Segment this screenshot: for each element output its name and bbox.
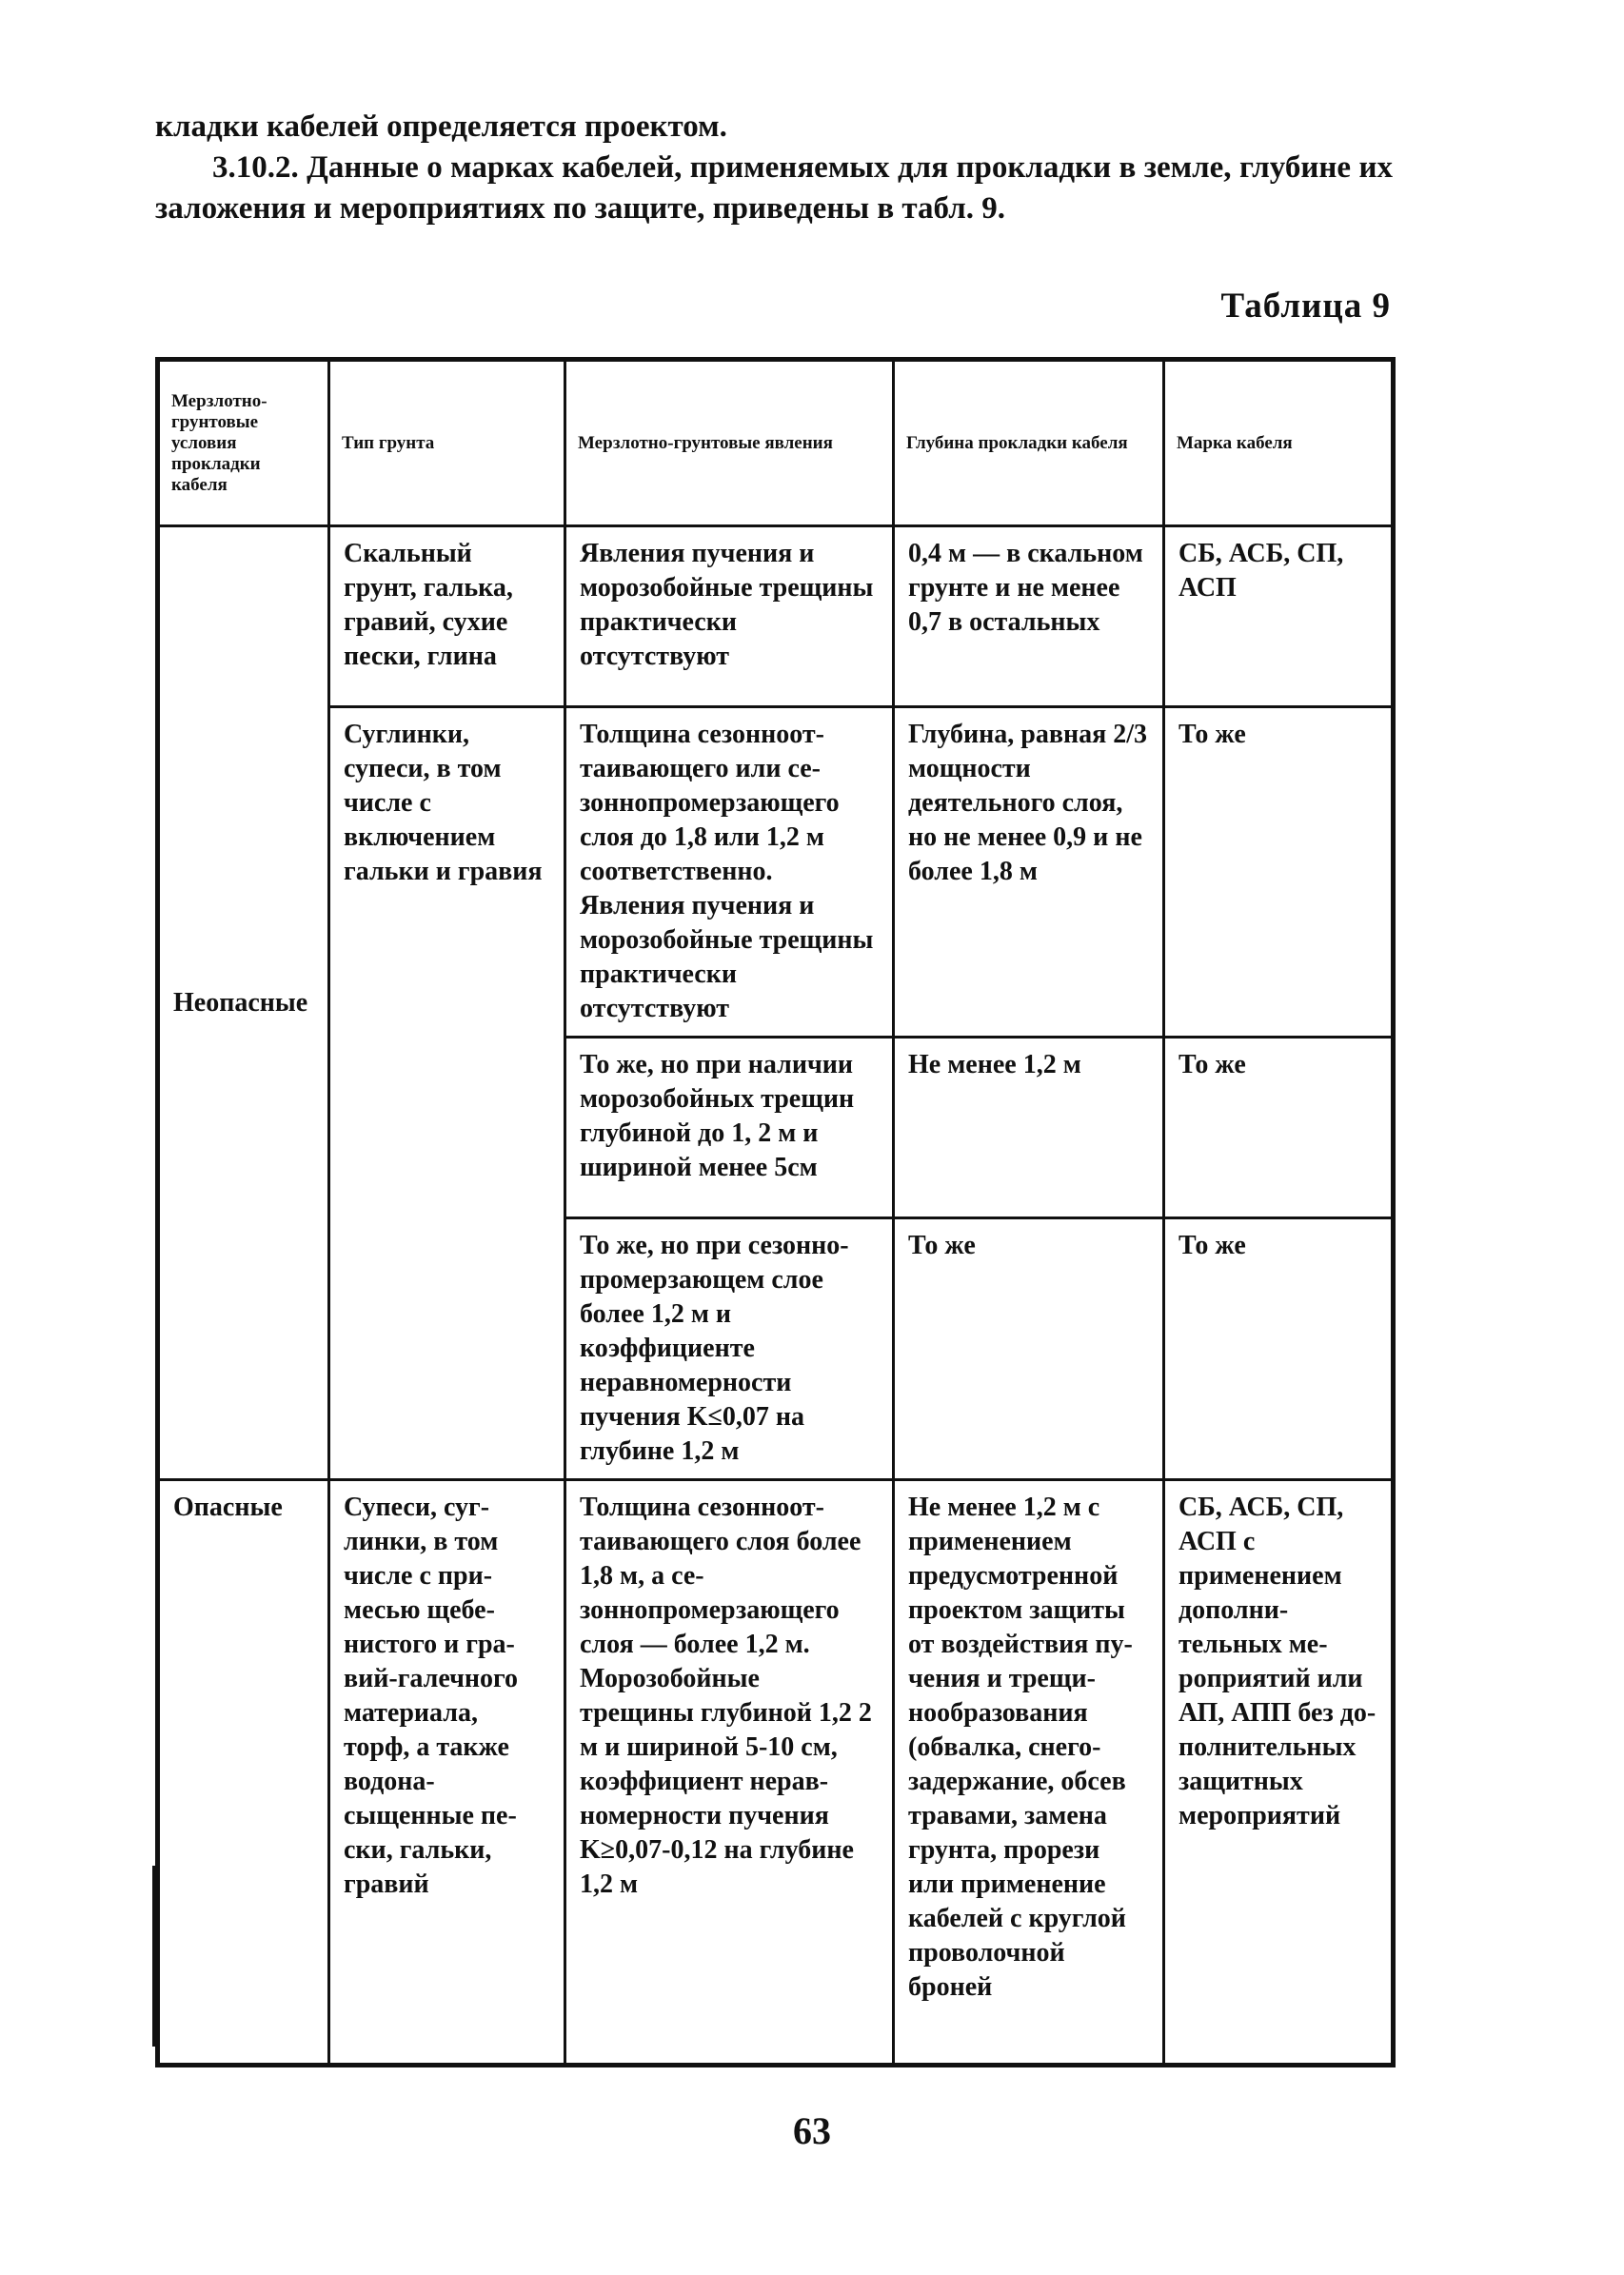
brand-cell: То же	[1164, 1038, 1394, 1218]
table-row	[158, 526, 1394, 707]
group-safe: Неопасные	[158, 526, 329, 1480]
depth-cell: Не менее 1,2 м	[894, 1038, 1164, 1218]
soil-cell: Суглинки, супеси, в том числе с включением гальки и гравия	[329, 707, 565, 1480]
table-row	[158, 707, 1394, 1038]
group-dangerous: Опасные	[158, 1480, 329, 2066]
header-depth: Глубина прокладки кабеля	[894, 360, 1164, 526]
header-soil-type: Тип грунта	[329, 360, 565, 526]
phenomena-cell: То же, но при наличии морозобойных трещин глубиной до 1, 2 м и шириной менее 5см	[565, 1038, 894, 1218]
header-conditions: Мерзлотно-грунтовые условия прокладки кабеля	[158, 360, 329, 526]
depth-cell: Глубина, равная 2/3 мощности деятельного слоя, но не менее 0,9 и не более 1,8 м	[894, 707, 1164, 1038]
depth-cell: То же	[894, 1218, 1164, 1480]
brand-cell: СБ, АСБ, СП, АСП	[1164, 526, 1394, 707]
soil-cell: Супеси, суглинки, в том числе с примесью щебенистого и гравий-галечного материала, торф, а также водонасыщенные пески, гальки, гравий	[329, 1480, 565, 2066]
brand-cell: То же	[1164, 1218, 1394, 1480]
scan-margin-mark	[152, 1866, 157, 2047]
table-row	[158, 1480, 1394, 2066]
page-number: 63	[793, 2109, 831, 2152]
cable-table	[155, 357, 1396, 2067]
header-phenomena: Мерзлотно-грунтовые явления	[565, 360, 894, 526]
depth-cell: 0,4 м — в скальном грунте и не менее 0,7 в остальных	[894, 526, 1164, 707]
phenomena-cell: Толщина сезоннооттaивающего или сезоннопромерзающего слоя до 1,8 или 1,2 м соответственно. Явления пучения и морозобойные трещины практически отсутствуют	[565, 707, 894, 1038]
phenomena-cell: Явления пучения и морозобойные трещины практически отсутствуют	[565, 526, 894, 707]
table-caption: Таблица 9	[1220, 287, 1391, 326]
phenomena-cell: То же, но при сезонно-промерзающем слое более 1,2 м и коэффициенте неравномерности пучения K≤0,07 на глубине 1,2 м	[565, 1218, 894, 1480]
intro-text	[155, 107, 1393, 229]
brand-cell: СБ, АСБ, СП, АСП с применением дополнительных мероприятий или АП, АПП без дополнительных защитных мероприятий	[1164, 1480, 1394, 2066]
brand-cell: То же	[1164, 707, 1394, 1038]
phenomena-cell: Толщина сезоннооттаивающего слоя более 1,8 м, а сезоннопромерзающего слоя — более 1,2 м. Морозобойные трещины глубиной 1,2 2 м и шириной 5-10 см, коэффициент неравномерности пучения K≥0,07-0,12 на глубине 1,2 м	[565, 1480, 894, 2066]
soil-cell: Скальный грунт, галька, гравий, сухие пески, глина	[329, 526, 565, 707]
depth-cell: Не менее 1,2 м с применением предусмотренной проектом защиты от воздействия пучения и трещинообразования (обвалка, снегозадержание, обсев травами, замена грунта, прорези или применение кабелей с круглой проволочной броней	[894, 1480, 1164, 2066]
intro-line-continuation: кладки кабелей определяется проектом.	[155, 109, 727, 144]
intro-paragraph: 3.10.2. Данные о марках кабелей, применяемых для прокладки в земле, глубине их заложения и мероприятиях по защите, приведены в табл. 9.	[155, 150, 1393, 226]
header-brand: Марка кабеля	[1164, 360, 1394, 526]
table-header-row	[158, 360, 1394, 526]
